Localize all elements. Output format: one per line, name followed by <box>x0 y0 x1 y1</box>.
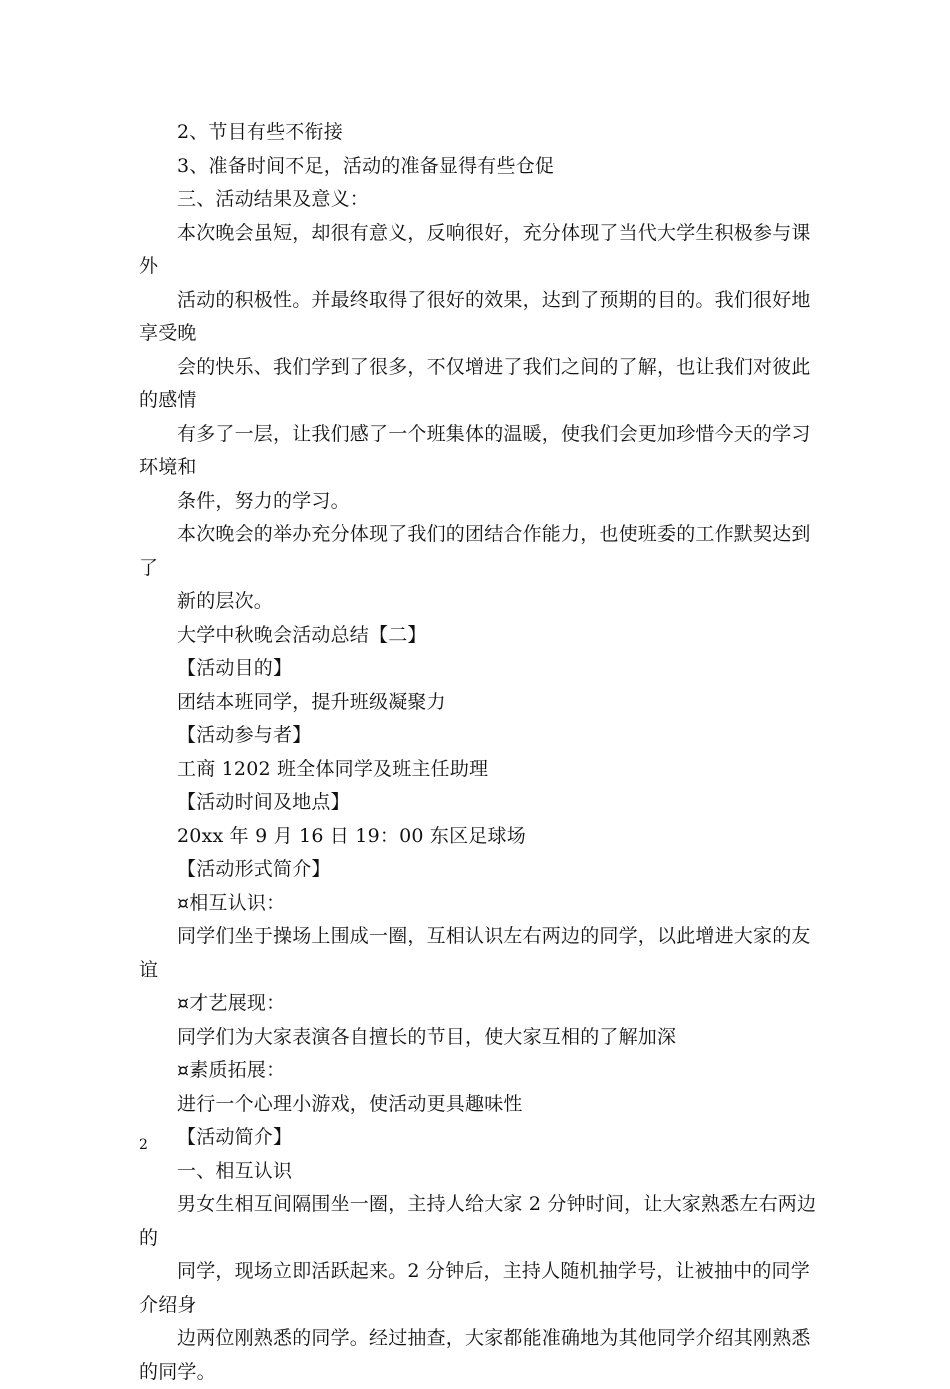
paragraph-line: 同学，现场立即活跃起来。2 分钟后，主持人随机抽学号，让被抽中的同学介绍身 <box>139 1260 810 1316</box>
format-item-mutual-recognition: ¤相互认识： <box>177 891 286 914</box>
format-item-talent-show: ¤才艺展现： <box>177 992 286 1014</box>
paragraph-mutual-recognition-detail <box>139 1188 819 1389</box>
heading-activity-format: 【活动形式简介】 <box>177 858 331 880</box>
section-heading-results: 三、活动结果及意义： <box>177 188 370 210</box>
time-location-text: 20xx 年 9 月 16 日 19：00 东区足球场 <box>177 824 526 847</box>
paragraph-line: 本次晚会虽短，却很有意义，反响很好，充分体现了当代大学生积极参与课外 <box>139 221 811 277</box>
activity-purpose-text: 团结本班同学，提升班级凝聚力 <box>177 690 446 713</box>
format-description-talent-show: 同学们为大家表演各自擅长的节目，使大家互相的了解加深 <box>177 1025 677 1048</box>
paragraph-program-transition: 2、节目有些不衔接 <box>177 121 343 143</box>
participants-text: 工商 1202 班全体同学及班主任助理 <box>177 757 489 780</box>
heading-activity-purpose: 【活动目的】 <box>177 657 293 679</box>
paragraph-line: 会的快乐、我们学到了很多，不仅增进了我们之间的了解，也让我们对彼此的感情 <box>139 355 811 411</box>
paragraph-line: 条件，努力的学习。 <box>177 489 350 512</box>
paragraph-line: 有多了一层，让我们感了一个班集体的温暖，使我们会更加珍惜今天的学习环境和 <box>139 422 811 478</box>
document-subtitle: 大学中秋晚会活动总结【二】 <box>177 623 427 646</box>
section-heading-mutual-recognition: 一、相互认识 <box>177 1159 293 1182</box>
paragraph-preparation-time: 3、准备时间不足，活动的准备显得有些仓促 <box>177 154 555 177</box>
format-description-mutual-recognition: 同学们坐于操场上围成一圈，互相认识左右两边的同学，以此增进大家的友谊 <box>139 925 811 981</box>
heading-time-location: 【活动时间及地点】 <box>177 791 350 813</box>
paragraph-line: 本次晚会的举办充分体现了我们的团结合作能力，也使班委的工作默契达到了 <box>139 523 811 579</box>
paragraph-teamwork <box>139 518 819 619</box>
paragraph-line: 男女生相互间隔围坐一圈，主持人给大家 2 分钟时间，让大家熟悉左右两边的 <box>139 1193 817 1249</box>
paragraph-line: 新的层次。 <box>177 590 274 612</box>
format-item-quality-development: ¤素质拓展： <box>177 1059 286 1081</box>
heading-participants: 【活动参与者】 <box>177 724 312 746</box>
paragraph-results-meaning <box>139 217 819 519</box>
document-body <box>139 116 819 1389</box>
page-number: 2 <box>139 1137 148 1153</box>
format-description-quality-development: 进行一个心理小游戏，使活动更具趣味性 <box>177 1092 523 1115</box>
heading-activity-introduction: 【活动简介】 <box>177 1126 293 1148</box>
paragraph-line: 边两位刚熟悉的同学。经过抽查，大家都能准确地为其他同学介绍其刚熟悉的同学。 <box>139 1327 811 1383</box>
paragraph-line: 活动的积极性。并最终取得了很好的效果，达到了预期的目的。我们很好地享受晚 <box>139 288 811 344</box>
